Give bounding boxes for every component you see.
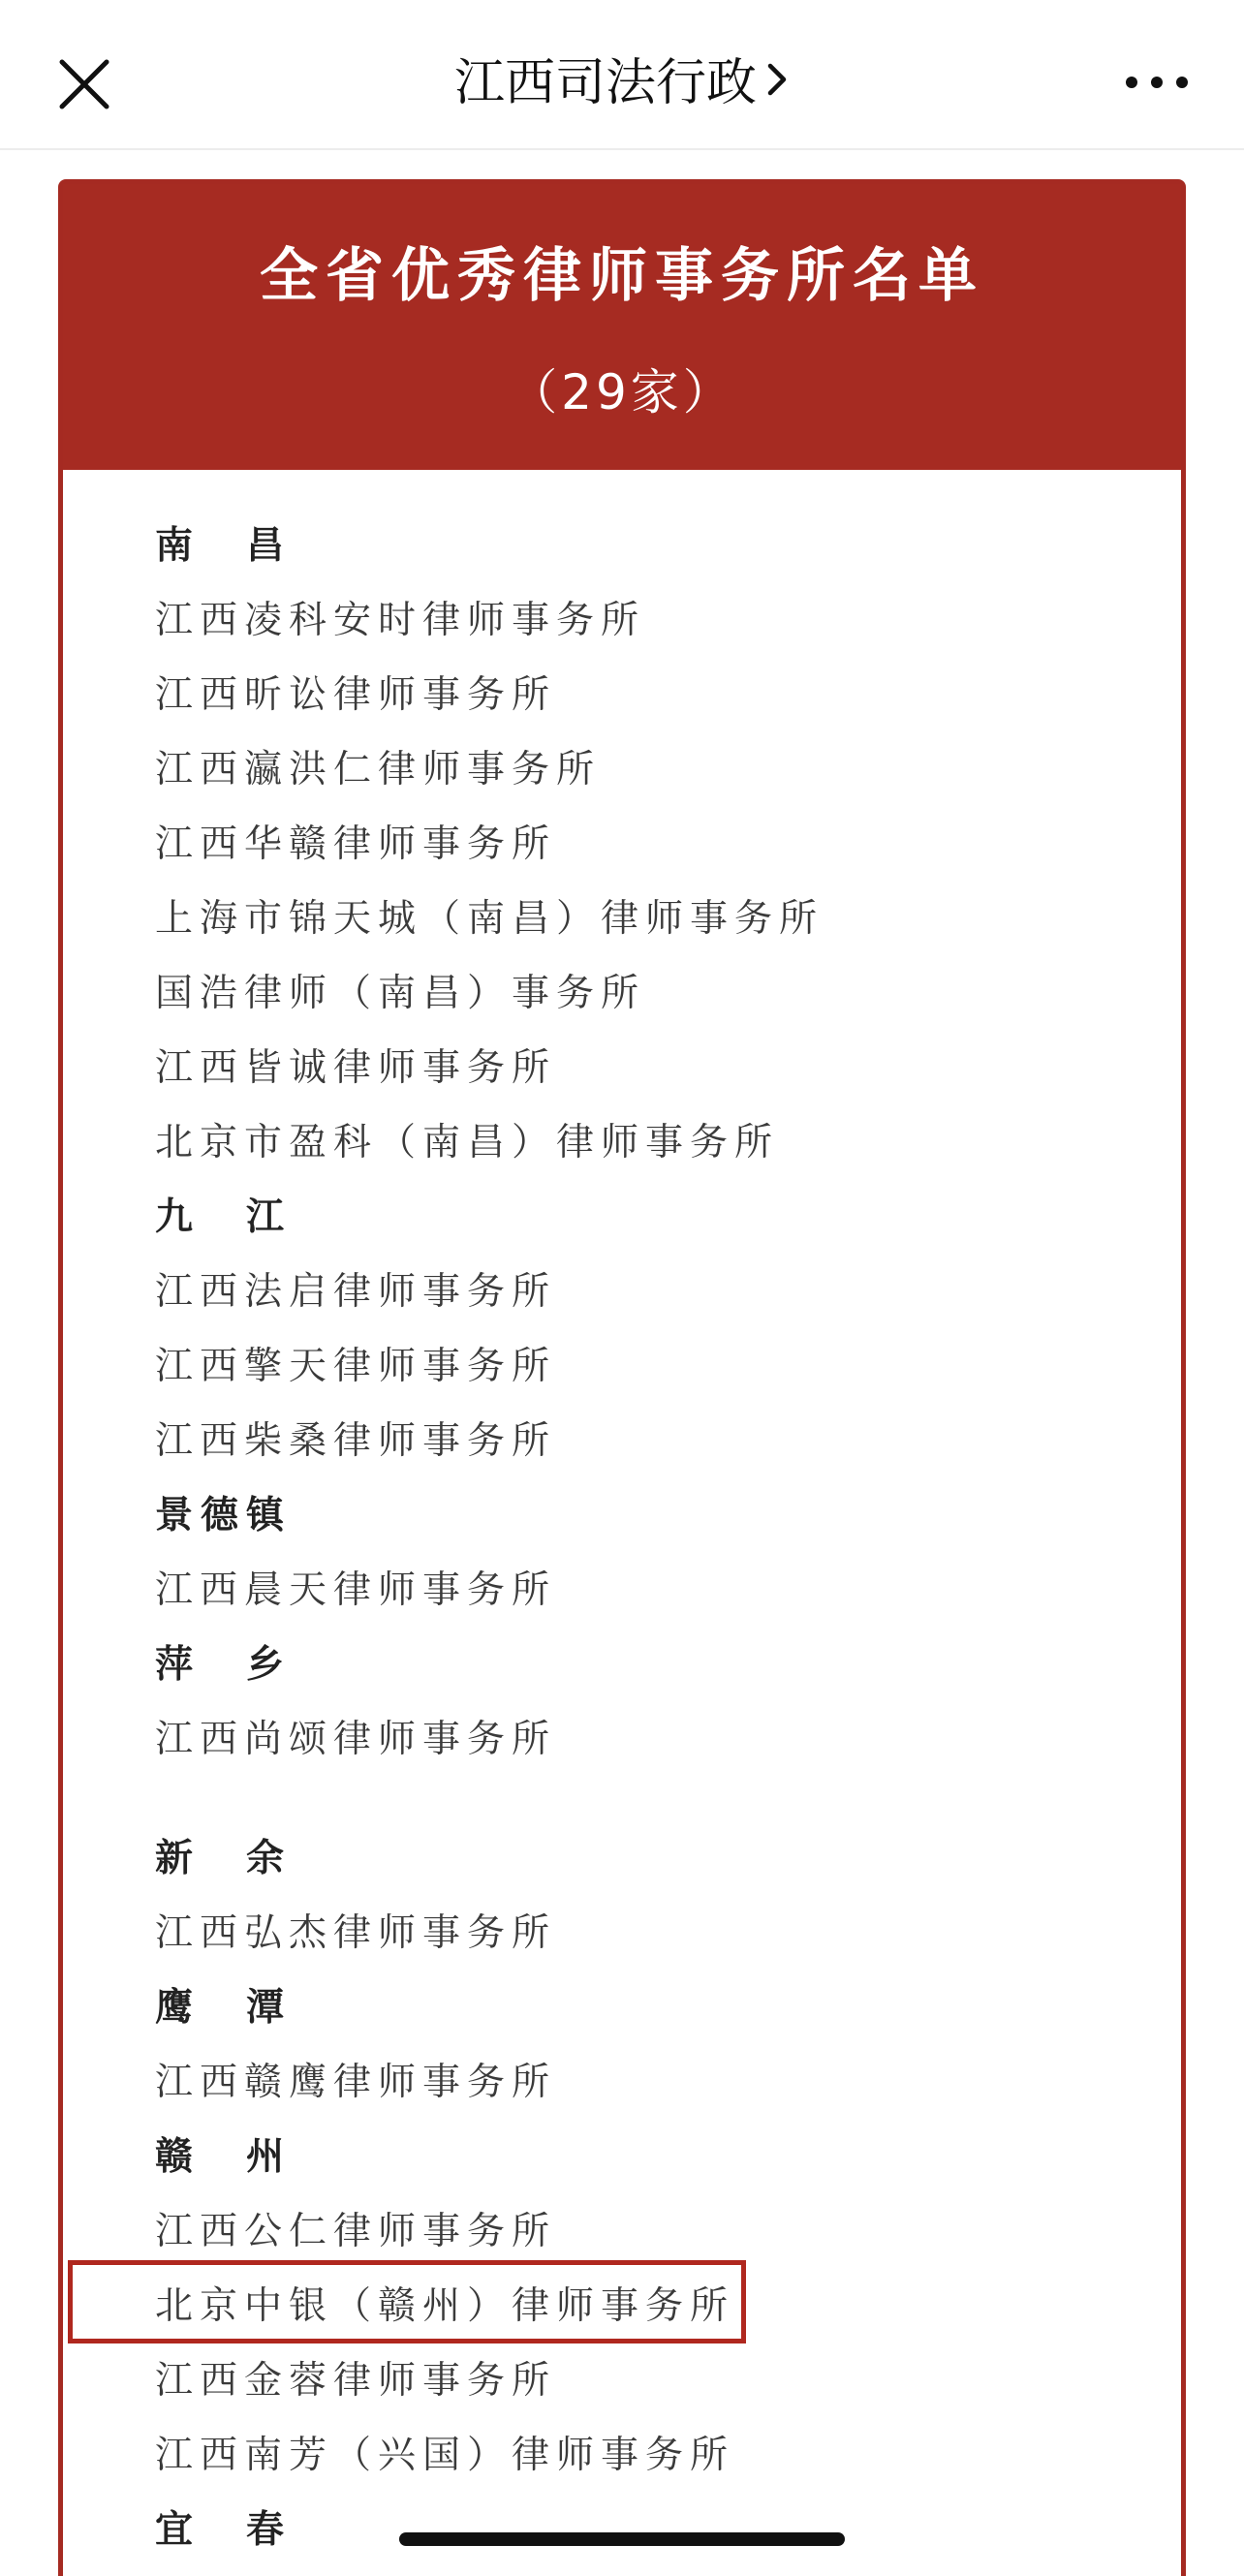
region-heading: 鹰 潭 (155, 1986, 293, 2030)
firm-item: 江西柴桑律师事务所 (155, 1419, 557, 1463)
firm-item: 江西瀛洪仁律师事务所 (155, 748, 602, 791)
navigation-bar (0, 0, 1244, 150)
firm-item: 国浩律师（南昌）事务所 (155, 972, 646, 1015)
home-indicator[interactable] (399, 2532, 845, 2546)
firm-item: 上海市锦天城（南昌）律师事务所 (155, 897, 824, 941)
firm-item: 江西弘杰律师事务所 (155, 1911, 557, 1955)
firm-count: （29家） (509, 364, 735, 420)
article-title: 全省优秀律师事务所名单 (260, 242, 984, 310)
region-heading: 九 江 (155, 1195, 293, 1239)
region-heading: 萍 乡 (155, 1643, 293, 1687)
firm-item-highlighted: 北京中银（赣州）律师事务所 (155, 2284, 735, 2328)
firm-item: 江西华赣律师事务所 (155, 822, 557, 866)
region-heading: 南 昌 (155, 524, 293, 568)
more-icon (1118, 58, 1196, 107)
firm-item: 北京市盈科（南昌）律师事务所 (155, 1121, 780, 1164)
article-card (58, 179, 1186, 2576)
firm-item: 江西昕讼律师事务所 (155, 673, 557, 717)
firm-item: 江西擎天律师事务所 (155, 1345, 557, 1388)
firm-item: 江西南芳（兴国）律师事务所 (155, 2434, 735, 2477)
chevron-right-icon (764, 47, 790, 117)
region-heading: 宜 春 (155, 2508, 293, 2552)
card-header (63, 184, 1181, 470)
region-heading: 赣 州 (155, 2135, 293, 2179)
firm-item: 江西凌科安时律师事务所 (155, 599, 646, 642)
region-heading: 景德镇 (155, 1494, 293, 1537)
firm-item: 江西晨天律师事务所 (155, 1568, 557, 1612)
firm-item: 江西法启律师事务所 (155, 1270, 557, 1314)
page-title: 江西司法行政 (453, 54, 757, 112)
more-button[interactable] (1118, 58, 1196, 107)
firm-item: 江西公仁律师事务所 (155, 2210, 557, 2253)
firm-list (155, 509, 1124, 2567)
firm-item: 江西金蓉律师事务所 (155, 2359, 557, 2403)
account-title-link[interactable] (0, 48, 1244, 118)
firm-item: 江西赣鹰律师事务所 (155, 2061, 557, 2104)
region-heading: 新 余 (155, 1837, 293, 1880)
firm-item: 江西尚颂律师事务所 (155, 1718, 557, 1761)
firm-item: 江西皆诚律师事务所 (155, 1046, 557, 1090)
